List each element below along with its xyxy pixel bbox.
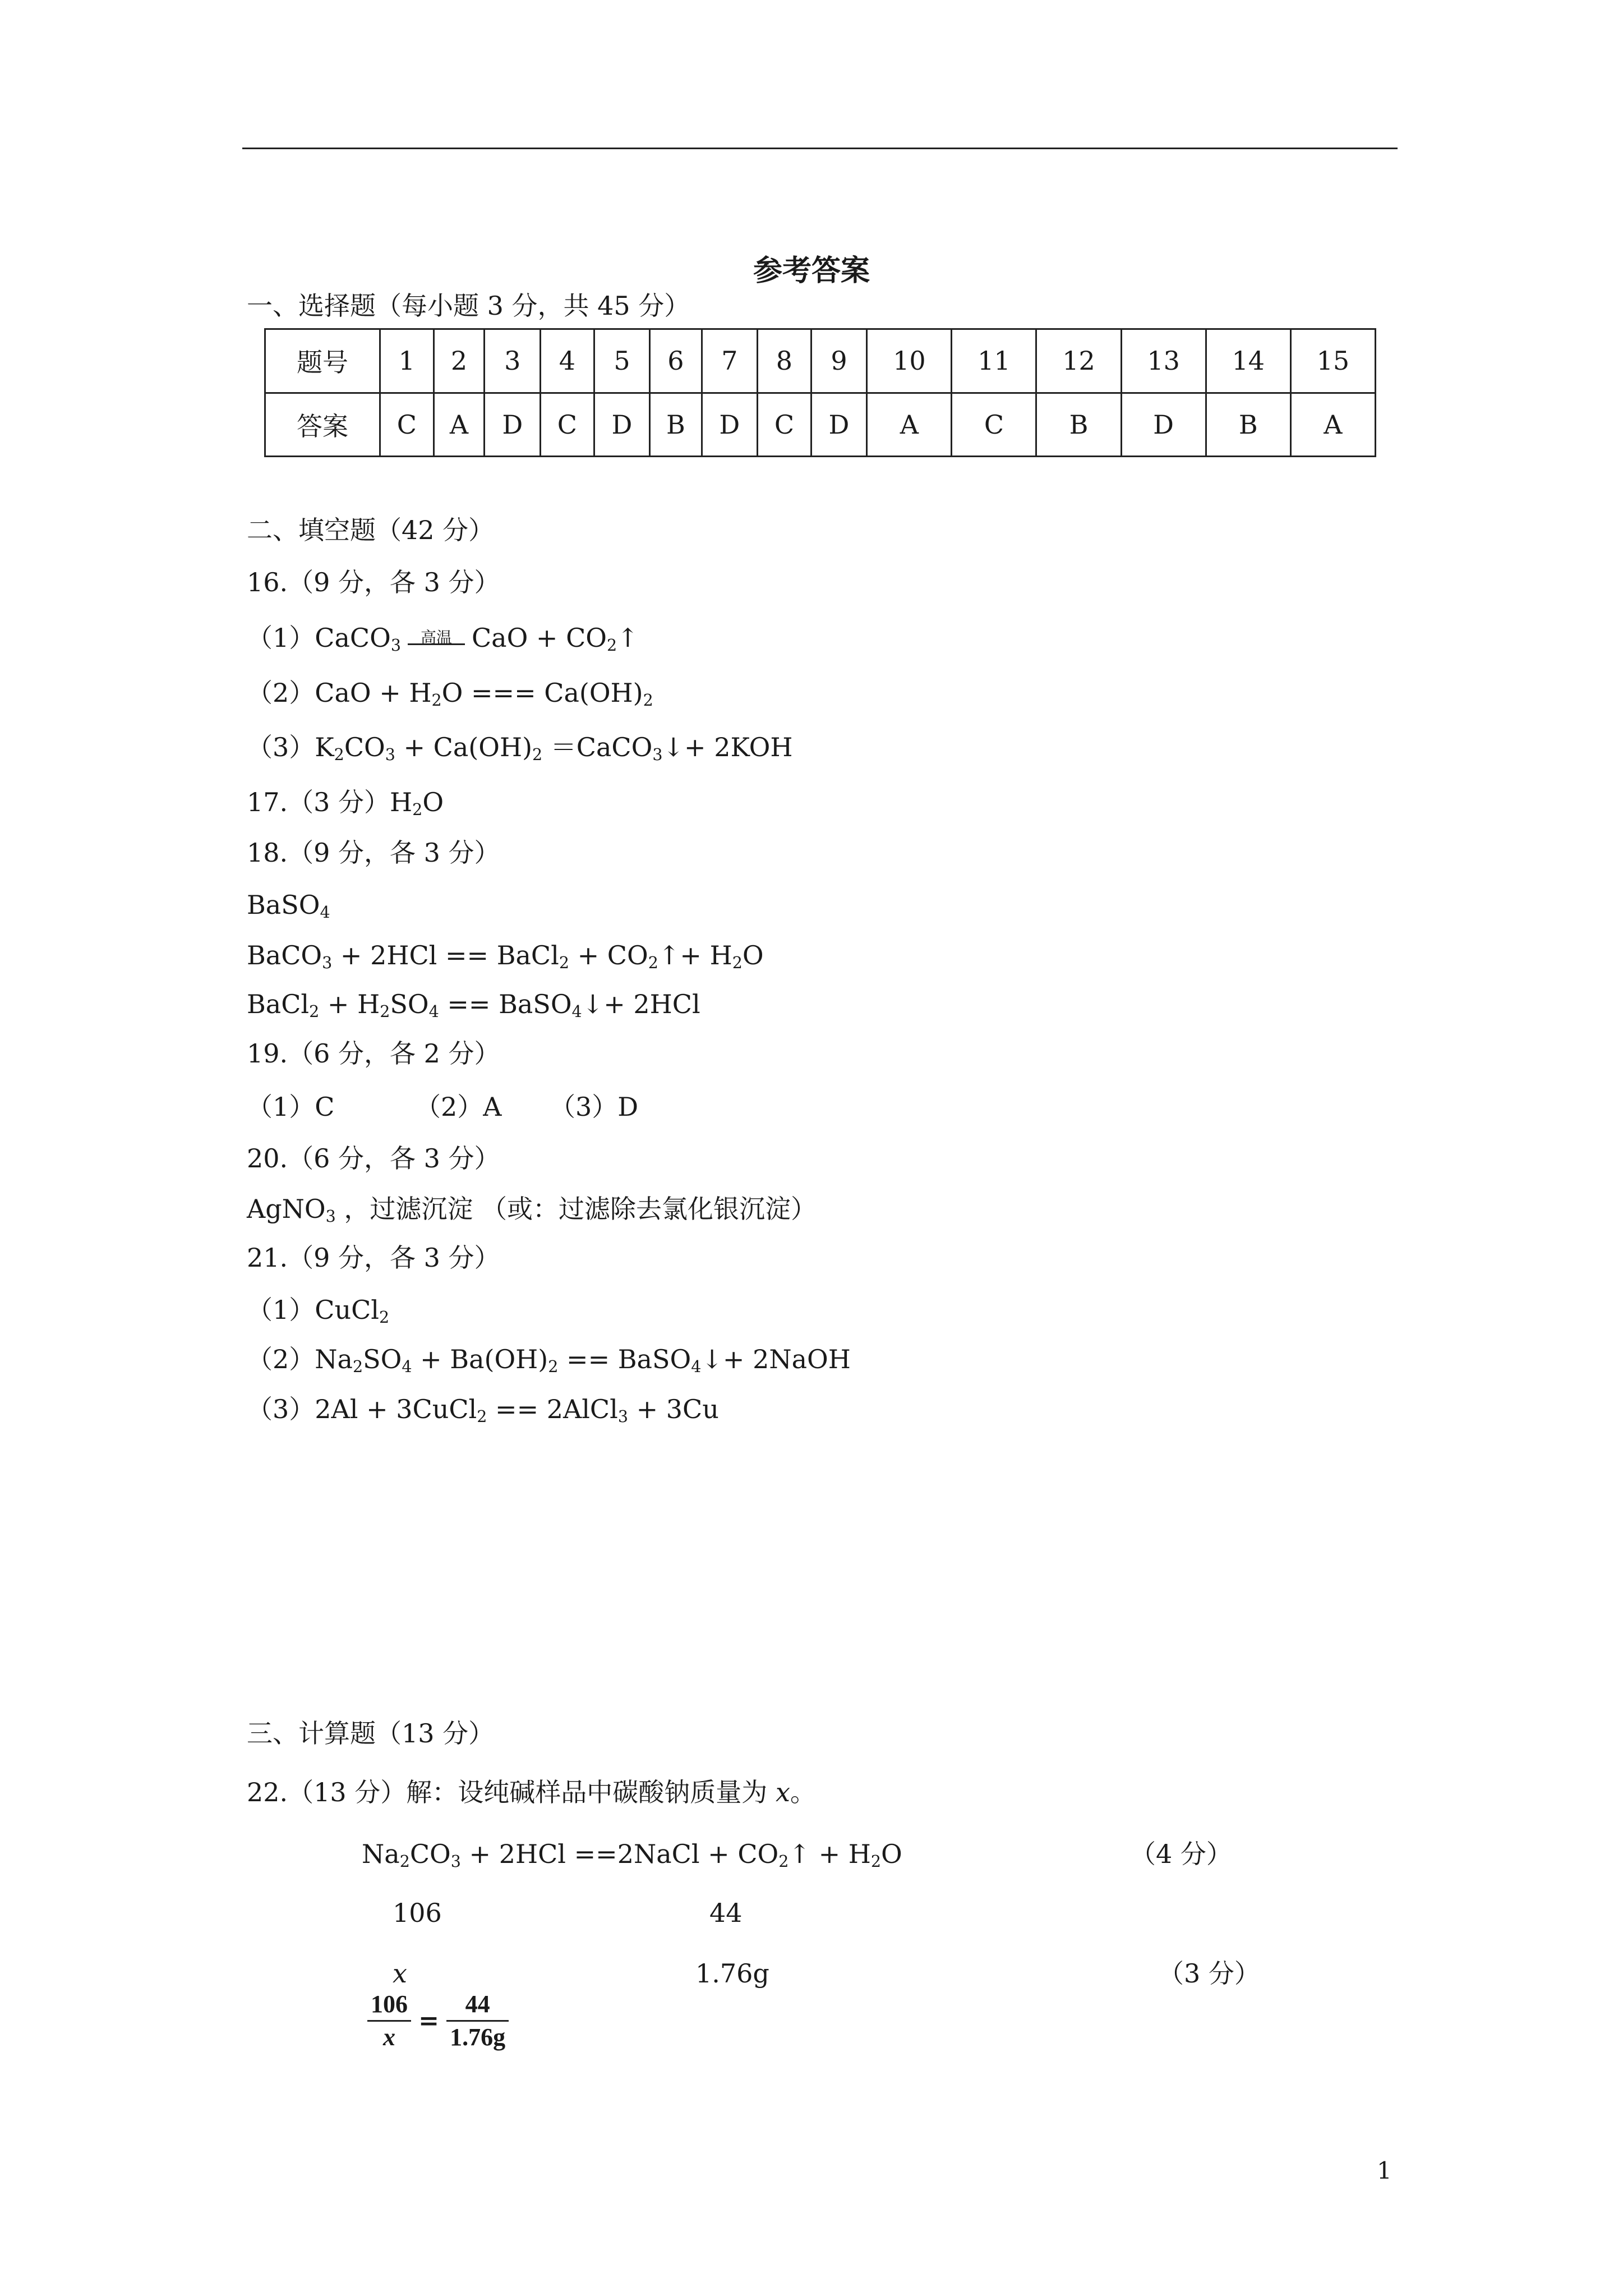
row-label: 答案: [265, 393, 380, 457]
table-row: [265, 393, 1376, 457]
table-cell: A: [434, 393, 485, 457]
table-cell: 11: [952, 329, 1036, 393]
q22-heading: 22.（13 分）解：设纯碱样品中碳酸钠质量为 x。: [247, 1777, 816, 1807]
table-cell: B: [1206, 393, 1290, 457]
q18-answer-2: BaCO$_3$ + 2HCl == BaCl$_2$ + $CO_2↑+ H_2O$: [247, 940, 764, 973]
q16-answer-1: （1）CaCO$_3$ 高温 CaO + $CO_2↑$: [247, 623, 639, 655]
table-cell: 6: [650, 329, 702, 393]
q16-answer-3: $(3)K_2CO_3 + Ca(OH)_2$ ＝CaCO$_3$↓+ 2KOH: [247, 732, 793, 765]
table-cell: 7: [702, 329, 758, 393]
table-cell: C: [380, 393, 434, 457]
q19-heading: 19.（6 分，各 2 分）: [247, 1038, 500, 1069]
table-cell: 8: [758, 329, 811, 393]
q16-heading: 16.（9 分，各 3 分）: [247, 567, 500, 597]
q22-equation: $Na_2CO_3 + 2HCl$ ==2NaCl + $CO_2↑ + H_2O$: [362, 1839, 902, 1871]
table-cell: 13: [1121, 329, 1206, 393]
q22-value: 1.76g: [695, 1958, 769, 1989]
table-cell: D: [702, 393, 758, 457]
row-label: 题号: [265, 329, 380, 393]
page-title: 参考答案: [753, 254, 870, 288]
table-cell: C: [758, 393, 811, 457]
q18-answer-1: BaSO$_4$: [247, 890, 330, 922]
table-cell: B: [1036, 393, 1121, 457]
condition-high-temp: 高温: [405, 629, 467, 651]
table-cell: A: [1290, 393, 1375, 457]
table-cell: 15: [1290, 329, 1375, 393]
header-rule: [242, 148, 1398, 149]
section2-heading: 二、填空题（42 分）: [247, 515, 495, 545]
q19-answer-1: （1）C: [247, 1092, 335, 1122]
equals-sign: =: [418, 2007, 439, 2035]
q21-answer-1: （1）CuCl$_2$: [247, 1295, 390, 1327]
section1-heading: 一、选择题（每小题 3 分，共 45 分）: [247, 291, 690, 321]
q19-answer-3: （3）D: [550, 1092, 639, 1122]
table-cell: 5: [594, 329, 650, 393]
table-cell: B: [650, 393, 702, 457]
q22-mass-2: 44: [709, 1898, 743, 1928]
table-cell: 12: [1036, 329, 1121, 393]
table-cell: 2: [434, 329, 485, 393]
table-cell: C: [952, 393, 1036, 457]
table-cell: C: [541, 393, 594, 457]
table-row: [265, 329, 1376, 393]
table-cell: 4: [541, 329, 594, 393]
q16-answer-2: $(2)CaO + H_2O$ === $Ca(OH)_2$: [247, 678, 653, 710]
table-cell: 3: [485, 329, 541, 393]
page-number: 1: [1377, 2157, 1392, 2184]
q22-equation-score: （4 分）: [1130, 1839, 1232, 1869]
q19-answer-2: （2）A: [415, 1092, 502, 1122]
q22-value-score: （3 分）: [1158, 1958, 1260, 1989]
table-cell: 14: [1206, 329, 1290, 393]
table-cell: A: [867, 393, 952, 457]
q18-heading: 18.（9 分，各 3 分）: [247, 838, 500, 868]
q20-answer: AgNO$_3$ ，过滤沉淀 （或：过滤除去氯化银沉淀）: [247, 1194, 817, 1226]
table-cell: 10: [867, 329, 952, 393]
table-cell: D: [1121, 393, 1206, 457]
q21-heading: 21.（9 分，各 3 分）: [247, 1243, 500, 1273]
q22-var: x: [393, 1958, 407, 1989]
table-cell: D: [811, 393, 867, 457]
table-cell: 1: [380, 329, 434, 393]
answer-table: [264, 328, 1376, 457]
q18-answer-3: BaCl$_2$ + $H_2SO_4$ == BaSO$_4$↓+ 2HCl: [247, 989, 700, 1022]
section3-heading: 三、计算题（13 分）: [247, 1718, 495, 1749]
q22-mass-1: 106: [393, 1898, 442, 1928]
q17-answer: 17.（3 分）$H_2O$: [247, 787, 444, 820]
table-cell: D: [485, 393, 541, 457]
q22-proportion: [367, 1989, 509, 2053]
q20-heading: 20.（6 分，各 3 分）: [247, 1143, 500, 1174]
fraction-left: $\frac{106}{x}$: [367, 1989, 411, 2053]
table-cell: D: [594, 393, 650, 457]
q21-answer-2: $(2)Na_2SO_4 + Ba(OH)_2$ == BaSO$_4$↓+ 2NaOH: [247, 1344, 851, 1377]
fraction-right: $\frac{44}{1.76g}$: [446, 1989, 509, 2053]
q21-answer-3: （3）2Al + 3CuCl$_2$ == 2AlCl$_3$ + 3Cu: [247, 1394, 719, 1427]
table-cell: 9: [811, 329, 867, 393]
